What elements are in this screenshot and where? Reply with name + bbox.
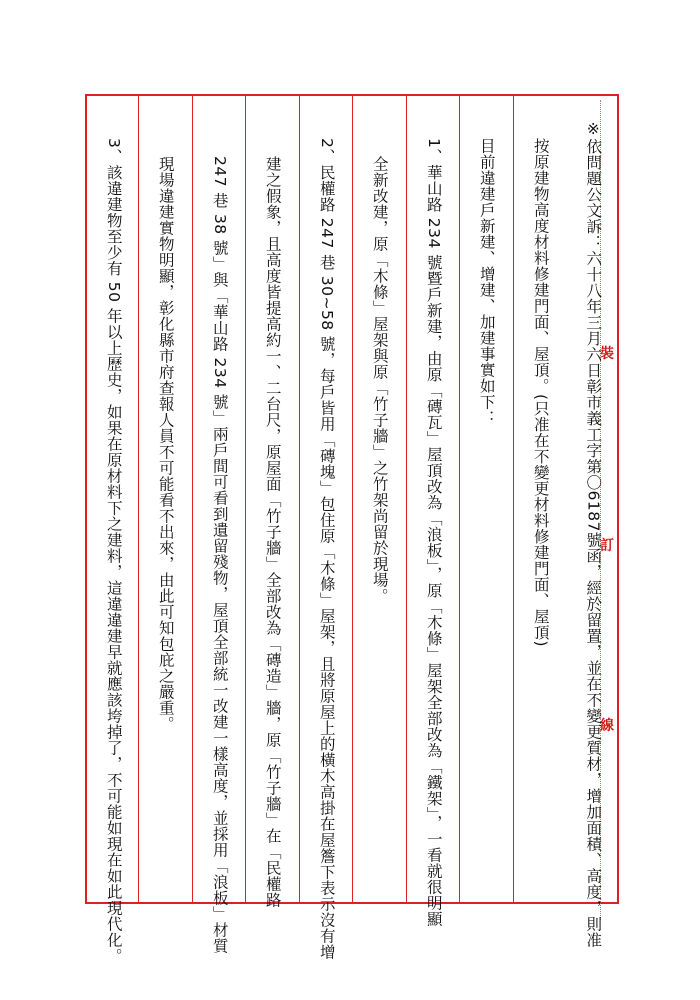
column-text: 2、民權路 247 巷 30~58 號，每戶皆用「磚塊」包住原「木條」屋架，且將原屋上的橫木高掛在屋簷下表示沒有增 — [317, 138, 336, 961]
column-text: 1、華山路 234 號暨戶新建，由原「磚瓦」屋頂改為「浪板」，原「木條」屋架全部改為「鐵架」，一看就很明顯 — [424, 138, 443, 927]
column-text: ※依問題公文訴：六十八年三月六日彰市義工字第〇6187號函，經於留置，並在不變更質材，增加面積、高度，則准 — [584, 120, 603, 948]
column-text: 建之假象，且高度皆提高約一、二台尺，原屋面「竹子牆」全部改為「磚造」牆，原「竹子牆」在「民權路 — [263, 156, 282, 908]
text-column-9 — [138, 96, 191, 902]
text-column-7 — [245, 96, 298, 908]
text-column-3 — [459, 96, 512, 902]
text-column-1 — [566, 96, 619, 948]
binding-mark-xian: 線 — [600, 718, 614, 734]
text-column-8 — [192, 96, 245, 955]
column-text: 247 巷 38 號」與「華山路 234 號」兩戶間可看到遺留殘物，屋頂全部統一改建一樣高度，並採用「浪板」材質 — [210, 156, 229, 955]
text-column-5 — [352, 96, 405, 902]
column-text: 全新改建，原「木條」屋架與原「竹子牆」之竹架尚留於現場。 — [370, 156, 389, 604]
text-column-10 — [86, 96, 139, 964]
column-text: 現場違建實物明顯，彰化縣市府查報人員不可能看不出來，由此可知包庇之嚴重。 — [156, 156, 175, 732]
text-column-4 — [406, 96, 459, 927]
text-column-6 — [299, 96, 352, 961]
text-column-2 — [513, 96, 566, 902]
column-text: 目前違建戶新建、增建、加建事實如下： — [477, 138, 496, 426]
binding-mark-zhuang: 裝 — [600, 346, 614, 362]
column-text: 3、該違建物至少有 50 年以上歷史，如果在原材料下之建料，這違違建早就應該垮掉了，不可能如現在如此現代化。 — [104, 138, 123, 964]
column-text: 按原建物高度材料修建門面、屋頂。(只准在不變更材料修建門面、屋頂) — [531, 138, 550, 648]
binding-mark-ding: 訂 — [600, 538, 614, 554]
